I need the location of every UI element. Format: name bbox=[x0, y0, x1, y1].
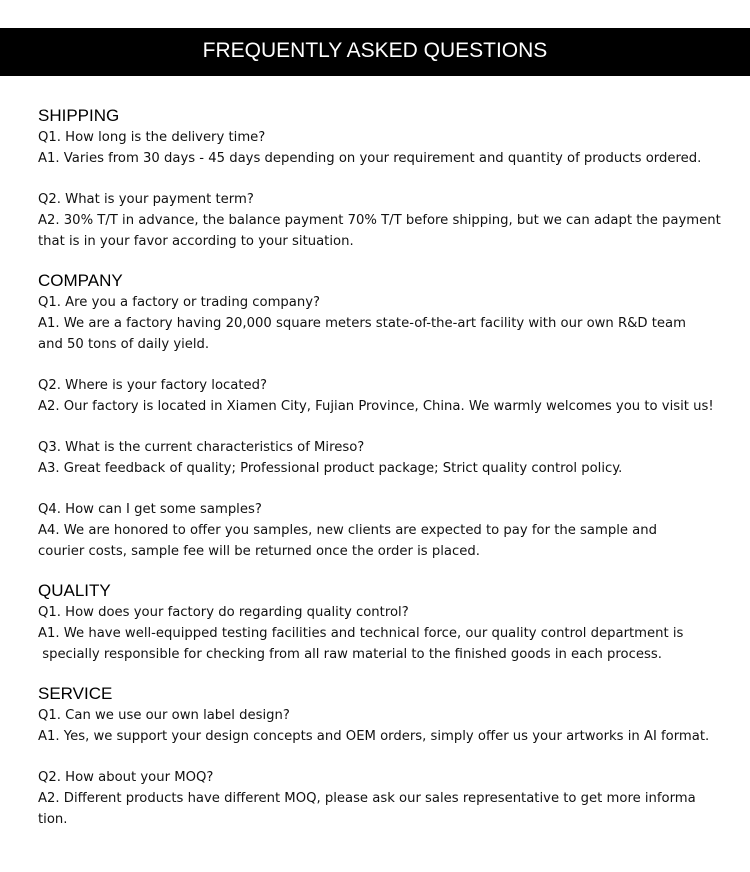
faq-answer: A1. We have well-equipped testing facilities and technical force, our quality control department is specially responsible for checking from all raw material to the finished goods in each process. bbox=[38, 626, 684, 662]
faq-item bbox=[38, 602, 728, 665]
faq-question: Q1. How long is the delivery time? bbox=[38, 130, 266, 145]
page-title: FREQUENTLY ASKED QUESTIONS bbox=[202, 39, 548, 62]
faq-question: Q1. Can we use our own label design? bbox=[38, 708, 290, 723]
section-title: SERVICE bbox=[38, 684, 113, 703]
faq-answer: A4. We are honored to offer you samples, new clients are expected to pay for the sample and courier costs, sample fee will be returned once the order is placed. bbox=[38, 523, 657, 559]
section-title: COMPANY bbox=[38, 271, 123, 290]
faq-question: Q2. Where is your factory located? bbox=[38, 378, 268, 393]
faq-item bbox=[38, 767, 728, 830]
faq-question: Q3. What is the current characteristics of Mireso? bbox=[38, 440, 365, 455]
faq-item bbox=[38, 127, 728, 169]
faq-question: Q2. What is your payment term? bbox=[38, 192, 254, 207]
header-underline bbox=[0, 73, 750, 76]
faq-item bbox=[38, 375, 728, 417]
faq-section-company bbox=[38, 270, 728, 562]
faq-section-shipping bbox=[38, 105, 728, 252]
faq-answer: A1. We are a factory having 20,000 square meters state-of-the-art facility with our own R&D team and 50 tons of daily yield. bbox=[38, 316, 686, 352]
faq-question: Q1. How does your factory do regarding quality control? bbox=[38, 605, 409, 620]
faq-item bbox=[38, 705, 728, 747]
faq-content bbox=[38, 105, 728, 830]
faq-answer: A1. Varies from 30 days - 45 days depending on your requirement and quantity of products ordered. bbox=[38, 151, 702, 166]
faq-question: Q4. How can I get some samples? bbox=[38, 502, 262, 517]
faq-item bbox=[38, 292, 728, 355]
section-title: SHIPPING bbox=[38, 106, 120, 125]
faq-answer: A1. Yes, we support your design concepts and OEM orders, simply offer us your artworks in AI format. bbox=[38, 729, 710, 744]
section-title: QUALITY bbox=[38, 581, 111, 600]
faq-answer: A2. Our factory is located in Xiamen City, Fujian Province, China. We warmly welcomes you to visit us! bbox=[38, 399, 714, 414]
faq-item bbox=[38, 437, 728, 479]
faq-answer: A2. Different products have different MOQ, please ask our sales representative to get more informa tion. bbox=[38, 791, 696, 827]
faq-answer: A3. Great feedback of quality; Professional product package; Strict quality control policy. bbox=[38, 461, 623, 476]
faq-question: Q2. How about your MOQ? bbox=[38, 770, 214, 785]
faq-section-service bbox=[38, 683, 728, 830]
faq-question: Q1. Are you a factory or trading company? bbox=[38, 295, 321, 310]
faq-item bbox=[38, 499, 728, 562]
faq-item bbox=[38, 189, 728, 252]
faq-answer: A2. 30% T/T in advance, the balance payment 70% T/T before shipping, but we can adapt the payment that is in your favor according to your situation. bbox=[38, 213, 721, 249]
faq-section-quality bbox=[38, 580, 728, 665]
